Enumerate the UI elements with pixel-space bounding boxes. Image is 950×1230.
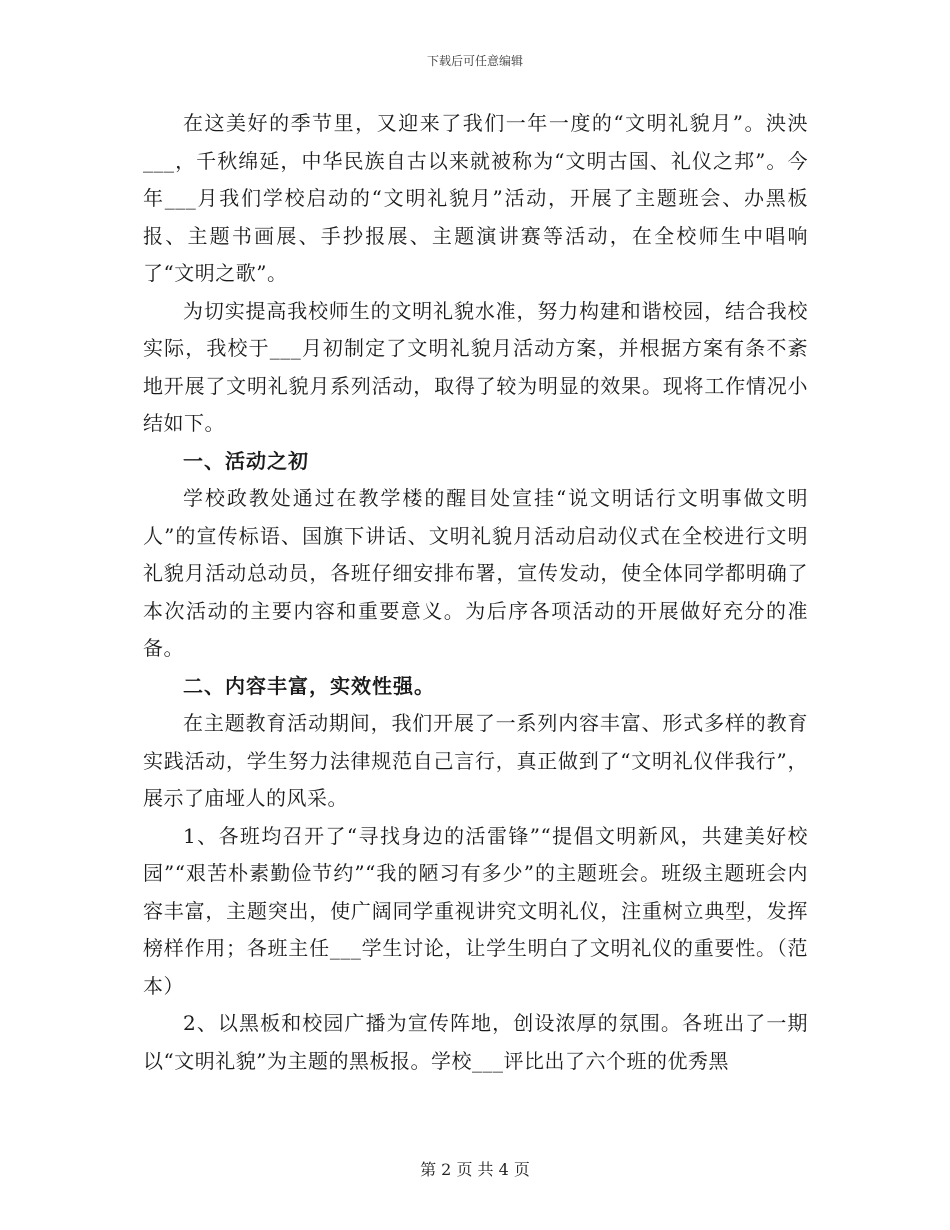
paragraph-intro: 在这美好的季节里，又迎来了我们一年一度的“文明礼貌月”。泱泱___，千秋绵延，中华民族自古以来就被称为“文明古国、礼仪之邦”。今年___月我们学校启动的“文明礼貌月”活动，开展了主题班会、办黑板报、主题书画展、手抄报展、主题演讲赛等活动，在全校师生中唱响了“文明之歌”。	[143, 111, 808, 285]
page-number: 第 2 页 共 4 页	[420, 1160, 530, 1179]
document-body	[143, 105, 808, 1080]
paragraph-section-2: 在主题教育活动期间，我们开展了一系列内容丰富、形式多样的教育实践活动，学生努力法律规范自己言行，真正做到了“文明礼仪伴我行”，展示了庙垭人的风采。	[143, 711, 808, 810]
paragraph-item-2: 2、以黑板和校园广播为宣传阵地，创设浓厚的氛围。各班出了一期以“文明礼貌”为主题的黑板报。学校___评比出了六个班的优秀黑	[143, 1011, 808, 1073]
section-heading-1: 一、活动之初	[183, 448, 309, 473]
page-header: 下载后可任意编辑	[426, 54, 523, 68]
paragraph-section-1: 学校政教处通过在教学楼的醒目处宣挂“说文明话行文明事做文明人”的宣传标语、国旗下讲话、文明礼貌月活动启动仪式在全校进行文明礼貌月活动总动员，各班仔细安排布署，宣传发动，使全体同学都明确了本次活动的主要内容和重要意义。为后序各项活动的开展做好充分的准备。	[143, 486, 808, 660]
paragraph-purpose: 为切实提高我校师生的文明礼貌水准，努力构建和谐校园，结合我校实际，我校于___月初制定了文明礼貌月活动方案，并根据方案有条不紊地开展了文明礼貌月系列活动，取得了较为明显的效果。现将工作情况小结如下。	[143, 298, 808, 435]
paragraph-item-1: 1、各班均召开了“寻找身边的活雷锋”“提倡文明新风，共建美好校园”“艰苦朴素勤俭节约”“我的陋习有多少”的主题班会。班级主题班会内容丰富，主题突出，使广阔同学重视讲究文明礼仪，注重树立典型，发挥榜样作用；各班主任___学生讨论，让学生明白了文明礼仪的重要性。（范本）	[143, 823, 808, 998]
section-heading-2: 二、内容丰富，实效性强。	[183, 673, 435, 698]
